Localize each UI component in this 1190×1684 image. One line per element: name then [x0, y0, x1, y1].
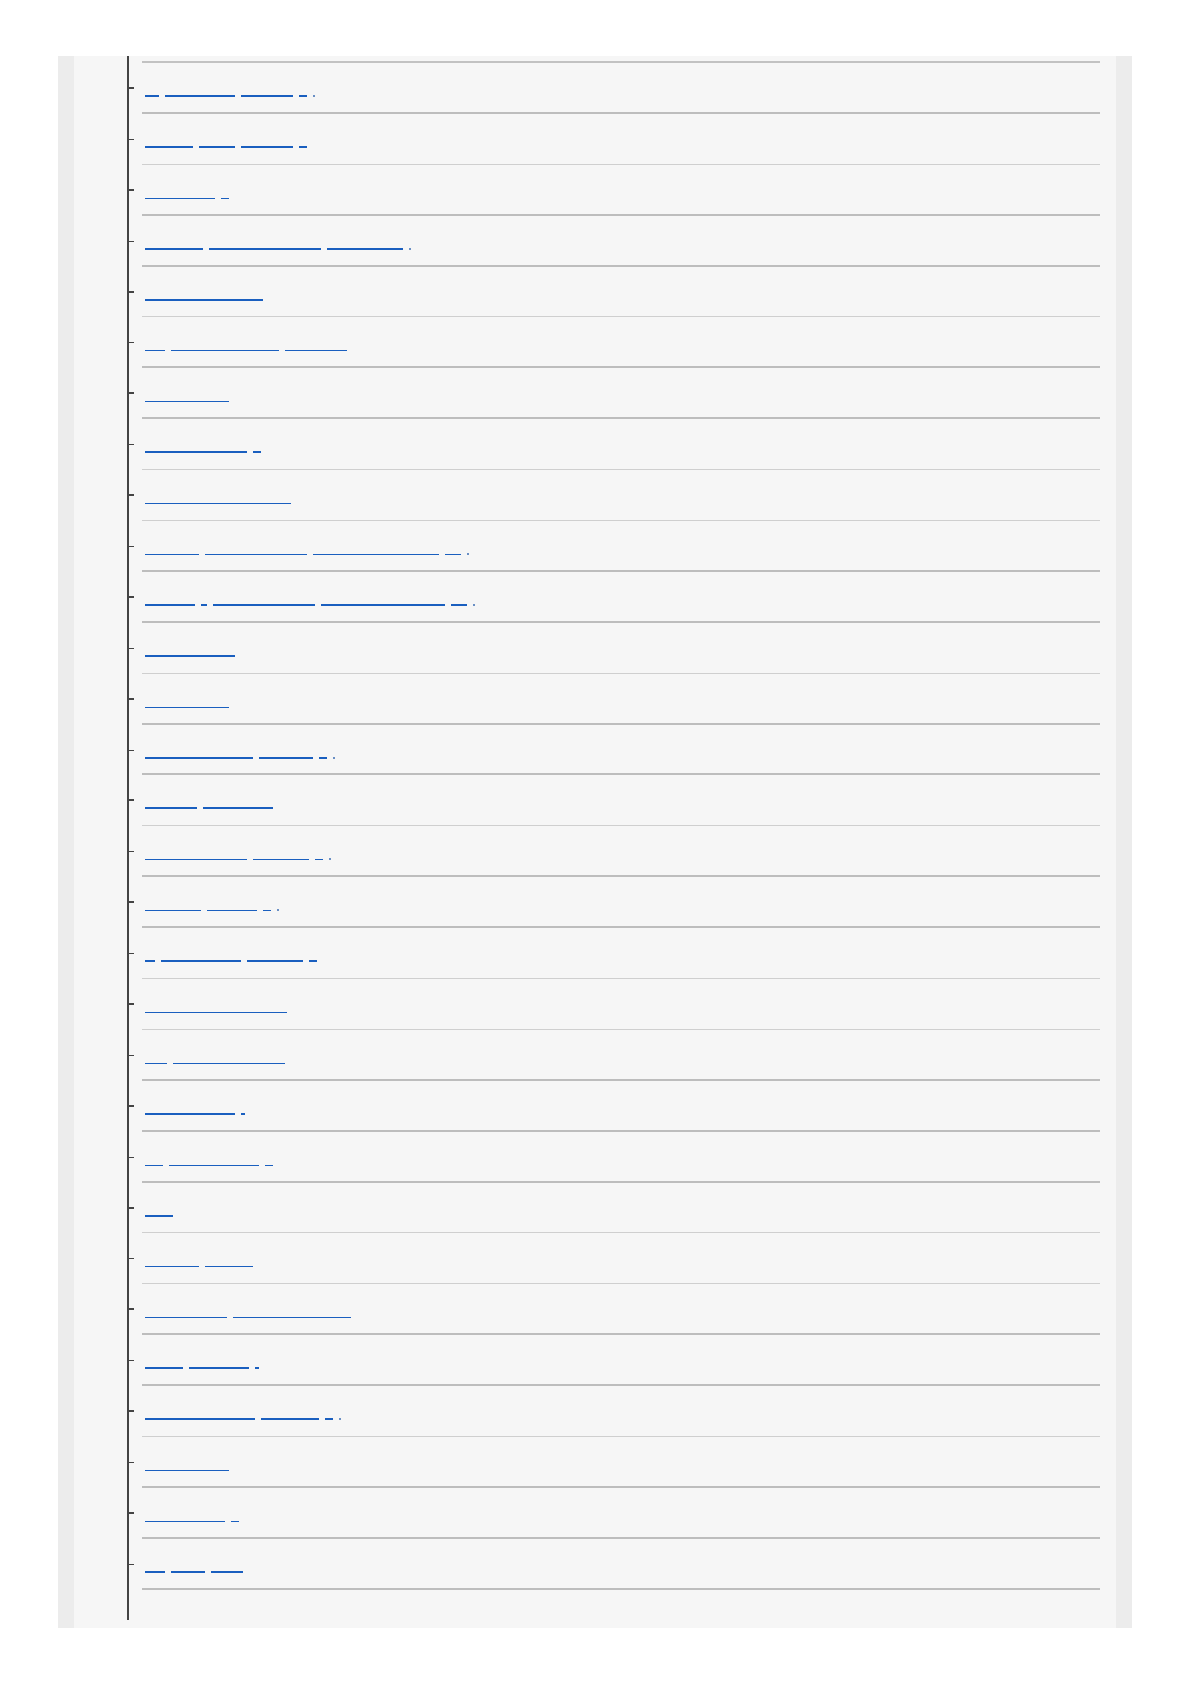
link-text-run [145, 655, 235, 657]
toc-item [0, 368, 1190, 419]
link-text-run [145, 401, 229, 402]
link-text-run [333, 757, 335, 759]
link-text-run [205, 554, 307, 555]
link-text-run [211, 1571, 243, 1573]
link-text-run [173, 1063, 285, 1064]
tree-branch-tick [128, 1055, 134, 1056]
link-text-run [221, 198, 229, 199]
link-text-run [145, 1165, 163, 1166]
toc-item [0, 725, 1190, 776]
tree-branch-tick [128, 1105, 134, 1107]
link-text-run [145, 1012, 287, 1013]
link-text-run [213, 604, 315, 606]
tree-branch-tick [128, 291, 134, 293]
link-text-run [145, 807, 197, 809]
toc-item [0, 1488, 1190, 1539]
tree-branch-tick [128, 87, 134, 89]
toc-item [0, 1132, 1190, 1183]
tree-branch-tick [128, 546, 134, 547]
link-text-run [145, 1367, 183, 1369]
link-text-run [145, 299, 263, 301]
toc-link[interactable] [145, 698, 235, 708]
link-text-run [277, 909, 279, 911]
link-text-run [319, 757, 327, 759]
toc-link[interactable] [145, 494, 297, 504]
tree-branch-tick [128, 698, 134, 700]
tree-branch-tick [128, 1564, 134, 1565]
tree-branch-tick [128, 799, 134, 801]
link-text-run [313, 95, 315, 97]
link-text-run [161, 960, 241, 962]
tree-branch-tick [128, 1003, 134, 1005]
toc-link[interactable] [145, 1308, 357, 1318]
link-text-run [327, 248, 403, 250]
toc-item [0, 572, 1190, 623]
link-text-run [145, 503, 291, 504]
link-text-run [253, 451, 261, 453]
link-text-run [145, 604, 195, 606]
toc-item [0, 877, 1190, 928]
tree-branch-tick [128, 901, 134, 903]
link-text-run [329, 858, 331, 860]
link-text-run [299, 146, 307, 148]
link-text-run [339, 1418, 341, 1420]
toc-item [0, 826, 1190, 877]
link-text-run [145, 1521, 225, 1522]
tree-branch-tick [128, 392, 134, 394]
link-text-run [145, 248, 203, 250]
link-text-run [473, 604, 475, 606]
link-text-run [315, 859, 323, 860]
toc-item [0, 775, 1190, 826]
link-text-run [145, 1571, 165, 1573]
toc-link[interactable] [145, 443, 267, 453]
toc-item [0, 979, 1190, 1030]
tree-branch-tick [128, 494, 134, 496]
link-text-run [445, 554, 461, 555]
toc-link[interactable] [145, 392, 235, 402]
tree-branch-tick [128, 648, 134, 649]
link-text-run [409, 248, 411, 250]
tree-branch-tick [128, 1512, 134, 1514]
tree-branch-tick [128, 1308, 134, 1310]
link-text-run [145, 1418, 255, 1420]
toc-item [0, 1539, 1190, 1590]
link-text-run [451, 604, 467, 606]
toc-link[interactable] [145, 87, 321, 97]
toc-item [0, 623, 1190, 674]
tree-branch-tick [128, 189, 134, 191]
link-text-run [321, 604, 445, 606]
link-text-run [145, 757, 253, 759]
toc-link[interactable] [145, 1563, 249, 1573]
tree-branch-tick [128, 1360, 134, 1361]
link-text-run [259, 757, 313, 759]
row-divider [142, 1588, 1100, 1590]
link-text-run [209, 248, 321, 250]
link-text-run [145, 859, 247, 860]
tree-branch-tick [128, 1207, 134, 1209]
tree-branch-tick [128, 444, 134, 445]
link-text-run [171, 1571, 205, 1573]
link-text-run [145, 451, 247, 453]
tree-branch-tick [128, 1462, 134, 1463]
link-text-run [255, 1367, 259, 1369]
toc-item [0, 674, 1190, 725]
toc-link[interactable] [145, 1207, 179, 1217]
link-text-run [145, 95, 159, 97]
toc-item [0, 928, 1190, 979]
toc-link[interactable] [145, 138, 313, 148]
toc-item [0, 1233, 1190, 1284]
link-text-run [263, 910, 271, 911]
toc-link[interactable] [145, 952, 323, 962]
link-text-run [201, 604, 207, 606]
toc-link[interactable] [145, 1461, 235, 1471]
tree-branch-tick [128, 953, 134, 954]
toc-link[interactable] [145, 1156, 279, 1166]
tree-branch-tick [128, 1258, 134, 1259]
link-text-run [145, 1113, 235, 1115]
tree-branch-tick [128, 596, 134, 598]
toc-link[interactable] [145, 1257, 259, 1267]
link-text-run [145, 146, 193, 148]
link-text-run [231, 1521, 239, 1522]
toc-link[interactable] [145, 341, 353, 351]
toc-link[interactable] [145, 799, 279, 809]
link-text-run [199, 146, 235, 148]
link-text-run [241, 95, 293, 97]
link-text-run [171, 350, 279, 351]
link-text-run [467, 553, 469, 555]
link-text-run [233, 1317, 351, 1318]
toc-item [0, 1081, 1190, 1132]
link-text-run [145, 1266, 199, 1267]
toc-item [0, 1284, 1190, 1335]
link-text-run [325, 1418, 333, 1420]
toc-item [0, 114, 1190, 165]
toc-link[interactable] [145, 1054, 291, 1064]
link-text-run [145, 1470, 229, 1471]
link-text-run [203, 807, 273, 809]
toc-item [0, 419, 1190, 470]
link-text-run [145, 198, 215, 199]
toc-link[interactable] [145, 189, 235, 199]
link-text-run [145, 1063, 167, 1064]
toc-link[interactable] [145, 545, 475, 555]
toc-item [0, 216, 1190, 267]
link-text-run [165, 95, 235, 97]
link-text-run [261, 1418, 319, 1420]
link-text-run [189, 1367, 249, 1369]
toc-item [0, 521, 1190, 572]
toc-link[interactable] [145, 749, 341, 759]
link-text-run [145, 554, 199, 555]
tree-branch-tick [128, 139, 134, 140]
link-text-run [145, 1215, 173, 1217]
link-text-run [145, 960, 155, 962]
toc-item [0, 1183, 1190, 1234]
toc-link[interactable] [145, 647, 241, 657]
link-text-run [313, 554, 439, 555]
link-text-run [205, 1266, 253, 1267]
toc-item [0, 267, 1190, 318]
link-text-run [285, 350, 347, 351]
toc-link[interactable] [145, 596, 481, 606]
link-text-run [241, 1113, 245, 1115]
tree-branch-tick [128, 342, 134, 343]
tree-branch-tick [128, 1410, 134, 1412]
link-text-run [309, 960, 317, 962]
link-text-run [299, 95, 307, 97]
link-text-run [169, 1165, 259, 1166]
toc-link[interactable] [145, 850, 337, 860]
link-text-run [253, 859, 309, 860]
link-text-run [247, 960, 303, 962]
tree-branch-tick [128, 851, 134, 852]
table-of-contents-list [0, 63, 1190, 1590]
toc-link[interactable] [145, 1410, 347, 1420]
toc-item [0, 1030, 1190, 1081]
link-text-run [241, 146, 293, 148]
link-text-run [145, 1317, 227, 1318]
toc-item [0, 1335, 1190, 1386]
link-text-run [265, 1165, 273, 1166]
link-text-run [145, 910, 201, 911]
toc-link[interactable] [145, 1359, 265, 1369]
toc-item [0, 63, 1190, 114]
tree-branch-tick [128, 1157, 134, 1158]
link-text-run [145, 707, 229, 708]
toc-link[interactable] [145, 1105, 251, 1115]
toc-link[interactable] [145, 901, 285, 911]
toc-item [0, 165, 1190, 216]
toc-link[interactable] [145, 291, 269, 301]
toc-item [0, 470, 1190, 521]
toc-link[interactable] [145, 1512, 245, 1522]
toc-link[interactable] [145, 240, 417, 250]
link-text-run [207, 910, 257, 911]
tree-branch-tick [128, 241, 134, 242]
tree-branch-tick [128, 750, 134, 751]
toc-item [0, 1386, 1190, 1437]
link-text-run [145, 350, 165, 351]
toc-link[interactable] [145, 1003, 293, 1013]
toc-item [0, 1437, 1190, 1488]
toc-item [0, 317, 1190, 368]
